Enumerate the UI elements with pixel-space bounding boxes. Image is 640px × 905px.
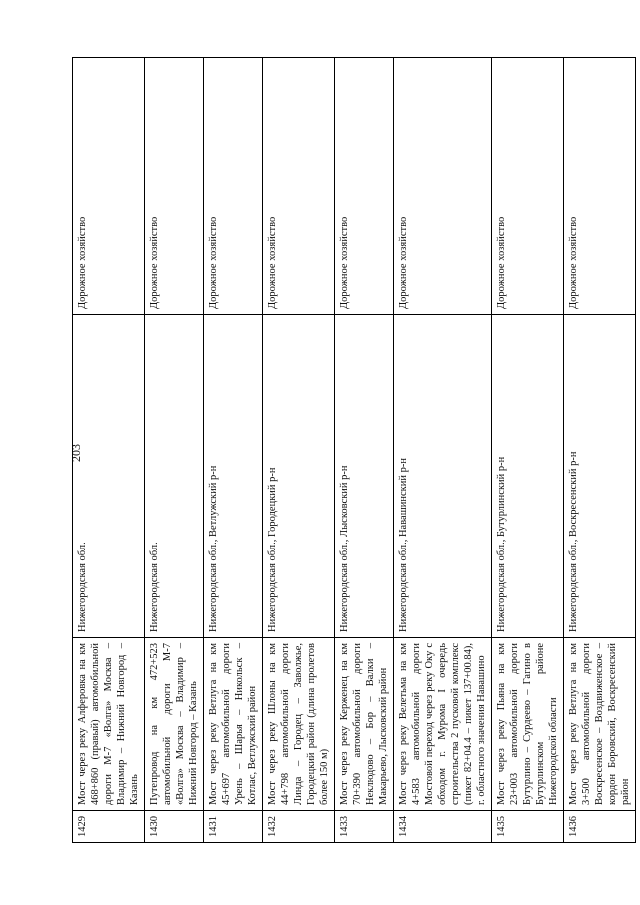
object-type: Дорожное хозяйство <box>492 58 564 315</box>
row-number: 1435 <box>492 811 564 843</box>
object-type: Дорожное хозяйство <box>263 58 335 315</box>
object-location: Нижегородская обл. <box>73 315 145 638</box>
row-number: 1429 <box>73 811 145 843</box>
object-type: Дорожное хозяйство <box>564 58 636 315</box>
registry-table <box>72 57 636 843</box>
object-type: Дорожное хозяйство <box>394 58 492 315</box>
row-number: 1433 <box>335 811 394 843</box>
row-number: 1432 <box>263 811 335 843</box>
object-location: Нижегородская обл., Бутурлинский р-н <box>492 315 564 638</box>
row-number: 1436 <box>564 811 636 843</box>
row-number: 1430 <box>145 811 204 843</box>
object-description: Мост через реку Велетьма на км 4+583 автомобильной дороги Мостовой переход через реку Оку с обходом г. Мурома I очередь строительства 2 пусковой комплекс (пикет 82+04.4 – пикет 137+00.84), г. областного значения Навашино <box>394 638 492 811</box>
object-description: Мост через реку Шлоны на км 44+798 автомобильной дороги Линда – Городец – Заволжье, Городецкий район (длина пролетов более 150 м) <box>263 638 335 811</box>
table-row <box>335 58 394 843</box>
row-number: 1434 <box>394 811 492 843</box>
object-type: Дорожное хозяйство <box>335 58 394 315</box>
object-description: Мост через реку Керженец на км 70+390 автомобильной дороги Неклюдово – Бор – Валки – Макарьево, Лысковский район <box>335 638 394 811</box>
object-type: Дорожное хозяйство <box>73 58 145 315</box>
object-location: Нижегородская обл. <box>145 315 204 638</box>
table-row <box>492 58 564 843</box>
table-row <box>204 58 263 843</box>
object-location: Нижегородская обл., Ветлужский р-н <box>204 315 263 638</box>
object-description: Мост через реку Пьяна на км 23+003 автомобильной дороги Бутурлино – Сурдеево – Гагино в Бутурлинском районе Нижегородской области <box>492 638 564 811</box>
object-location: Нижегородская обл., Городецкий р-н <box>263 315 335 638</box>
object-location: Нижегородская обл., Лысковский р-н <box>335 315 394 638</box>
table-row <box>394 58 492 843</box>
object-location: Нижегородская обл., Навашинский р-н <box>394 315 492 638</box>
registry-table-frame <box>72 58 631 843</box>
object-type: Дорожное хозяйство <box>204 58 263 315</box>
row-number: 1431 <box>204 811 263 843</box>
object-description: Мост через реку Ветлуга на км 3+500 автомобильной дороги Воскресенское – Воздвиженское – кордон Боровский, Воскресенский район <box>564 638 636 811</box>
page-number: 203 <box>69 444 83 462</box>
table-row <box>263 58 335 843</box>
rotated-table-wrapper <box>72 58 631 843</box>
object-description: Путепровод на км 472+523 автомобильной дороги М-7 «Волга» Москва – Владимир – Нижний Новгород – Казань <box>145 638 204 811</box>
table-row <box>145 58 204 843</box>
object-type: Дорожное хозяйство <box>145 58 204 315</box>
table-row <box>73 58 145 843</box>
object-location: Нижегородская обл., Воскресенский р-н <box>564 315 636 638</box>
object-description: Мост через реку Алферовка на км 468+860 (правый) автомобильной дороги М-7 «Волга» Москва – Владимир – Нижний Новгород – Казань <box>73 638 145 811</box>
object-description: Мост через реку Ветлуга на км 45+697 автомобильной дороги Урень – Шарья – Никольск – Котлас, Ветлужский район <box>204 638 263 811</box>
table-row <box>564 58 636 843</box>
